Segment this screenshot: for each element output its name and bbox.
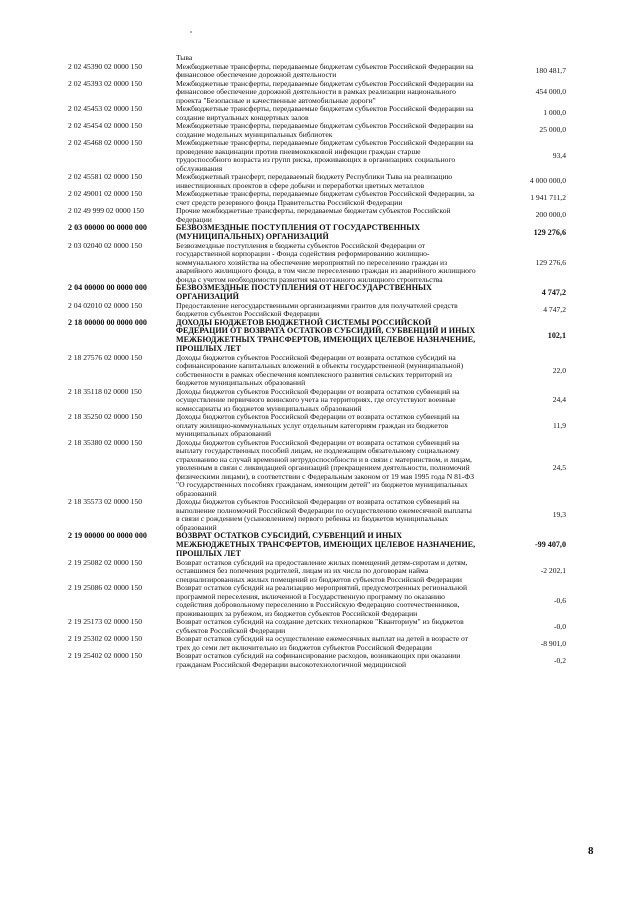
- code-cell: 2 18 35573 02 0000 150: [68, 497, 143, 507]
- table-row: [66, 559, 566, 585]
- amount-cell: 454 000,0: [535, 87, 566, 96]
- amount-cell: 93,4: [552, 150, 566, 160]
- amount-cell: 4 747,2: [541, 287, 566, 297]
- table-row: [66, 652, 566, 669]
- name-cell: Возврат остатков субсидий на софинансирование расходов, возникающих при оказании гражданам Российской Федерации высокотехнологичной медицинской: [176, 651, 461, 669]
- name-cell: Доходы бюджетов субъектов Российской Федерации от возврата остатков субвенций на выполнение полномочий Российской Федерации по осуществлению ежемесячной выплаты в связи с рождением (усыновлением) первого ребенка из бюджетов муниципальных образований: [176, 497, 472, 532]
- name-cell: Тыва: [176, 53, 193, 62]
- amount-cell: 4 000 000,0: [529, 176, 566, 186]
- code-cell: 2 19 25082 02 0000 150: [68, 557, 143, 567]
- revenue-table-body: [66, 54, 566, 669]
- name-cell: Доходы бюджетов субъектов Российской Федерации от возврата остатков субвенций на оплату жилищно-коммунальных услуг отдельным категориям граждан из бюджетов муниципальных образований: [176, 412, 460, 439]
- amount-cell: -0,6: [553, 596, 566, 606]
- table-row: [66, 105, 566, 122]
- name-cell: Безвозмездные поступления в бюджеты субъектов Российской Федерации от государственной корпорации - Фонда содействия реформированию жилищно-коммунального хозяйства на обеспечение мероприятий по переселению граждан из аварийного жилищного фонда, в том числе переселению граждан из аварийного жилищного фонда с учетом необходимости развития малоэтажного жилищного строительства: [176, 240, 476, 284]
- amount-cell: -0,0: [553, 621, 566, 631]
- code-cell: 2 03 00000 00 0000 000: [68, 223, 147, 232]
- code-cell: 2 19 00000 00 0000 000: [68, 531, 147, 541]
- amount-cell: [476, 54, 566, 63]
- code-cell: 2 19 25173 02 0000 150: [68, 617, 143, 627]
- code-cell: 2 02 45390 02 0000 150: [68, 61, 143, 71]
- amount-cell: 180 481,7: [535, 65, 566, 75]
- amount-cell: -0,2: [553, 655, 566, 665]
- name-cell: Доходы бюджетов субъектов Российской Федерации от возврата остатков субвенций на выплату государственных пособий лицам, не подлежащим обязательному социальному страхованию на случай временной нетрудоспособности и в связи с материнством, и лицам, уволенным в связи с ликвидацией организаций (прекращением деятельности, полномочий физическими лицами), в соответствии с Федеральным законом от 19 мая 1995 года N 81-ФЗ "О государственных пособиях гражданам, имеющим детей" из бюджетов муниципальных образований: [176, 437, 475, 498]
- code-cell: 2 02 49 999 02 0000 150: [68, 206, 144, 215]
- amount-cell: 22,0: [552, 365, 566, 375]
- name-cell: Межбюджетный трансферт, передаваемый бюджету Республики Тыва на реализацию инвестиционных проектов в сфере добычи и переработки цветных металлов: [176, 172, 453, 190]
- code-cell: 2 18 27576 02 0000 150: [68, 352, 143, 362]
- name-cell: Прочие межбюджетные трансферты, передаваемые бюджетам субъектов Российской Федерации: [176, 206, 451, 224]
- table-row: [66, 635, 566, 652]
- amount-cell: 25 000,0: [539, 125, 566, 135]
- table-row: [66, 122, 566, 139]
- name-cell: БЕЗВОЗМЕЗДНЫЕ ПОСТУПЛЕНИЯ ОТ ГОСУДАРСТВЕННЫХ (МУНИЦИПАЛЬНЫХ) ОРГАНИЗАЦИЙ: [176, 223, 421, 241]
- code-cell: 2 18 35118 02 0000 150: [68, 386, 142, 396]
- code-cell: 2 18 00000 00 0000 000: [68, 317, 147, 327]
- table-row: [66, 190, 566, 207]
- amount-cell: 129 276,6: [535, 257, 566, 267]
- table-row: [66, 354, 566, 388]
- code-cell: 2 02 45581 02 0000 150: [68, 172, 143, 181]
- code-cell: 2 02 49001 02 0000 150: [68, 189, 143, 198]
- table-row: [66, 319, 566, 354]
- table-row: [66, 498, 566, 532]
- amount-cell: -99 407,0: [534, 540, 566, 550]
- code-cell: 2 18 35250 02 0000 150: [68, 412, 143, 422]
- code-cell: 2 02 45468 02 0000 150: [68, 138, 143, 147]
- amount-cell: 1 941 711,2: [530, 193, 566, 203]
- table-row: [66, 388, 566, 414]
- scan-speck: [190, 31, 192, 33]
- table-row: [66, 618, 566, 635]
- amount-cell: 24,4: [552, 395, 566, 405]
- amount-cell: 1 000,0: [543, 108, 566, 118]
- table-row: [66, 224, 566, 242]
- amount-cell: -2 202,1: [540, 566, 566, 576]
- table-row: [66, 80, 566, 106]
- name-cell: Возврат остатков субсидий на создание детских технопарков "Кванториум" из бюджетов субъектов Российской Федерации: [176, 617, 464, 635]
- revenue-table: [66, 54, 566, 669]
- name-cell: ВОЗВРАТ ОСТАТКОВ СУБСИДИЙ, СУБВЕНЦИЙ И ИНЫХ МЕЖБЮДЖЕТНЫХ ТРАНСФЕРТОВ, ИМЕЮЩИХ ЦЕЛЕВОЕ НАЗНАЧЕНИЕ, ПРОШЛЫХ ЛЕТ: [176, 531, 476, 558]
- page-number: 8: [588, 845, 594, 857]
- name-cell: Возврат остатков субсидий на предоставление жилых помещений детям-сиротам и детям, оставшимся без попечения родителей, лицам из их числа по договорам найма специализированных жилых помещений из бюджетов субъектов Российской Федерации: [176, 557, 468, 584]
- amount-cell: 24,5: [552, 463, 566, 473]
- table-row: [66, 413, 566, 439]
- amount-cell: 19,3: [552, 510, 566, 520]
- name-cell: Межбюджетные трансферты, передаваемые бюджетам субъектов Российской Федерации на финансовое обеспечение дорожной деятельности: [176, 61, 474, 79]
- amount-cell: -8 901,0: [540, 638, 566, 648]
- table-row: [66, 302, 566, 319]
- name-cell: Межбюджетные трансферты, передаваемые бюджетам субъектов Российской Федерации, за счет средств резервного фонда Правительства Российской Федерации: [176, 189, 475, 207]
- table-row: [66, 63, 566, 80]
- code-cell: 2 19 25086 02 0000 150: [68, 583, 143, 593]
- table-row: [66, 173, 566, 190]
- code-cell: 2 02 45393 02 0000 150: [68, 78, 143, 88]
- name-cell: Возврат остатков субсидий на осуществление ежемесячных выплат на детей в возрасте от трех до семи лет включительно из бюджетов субъектов Российской Федерации: [176, 634, 469, 652]
- name-cell: Межбюджетные трансферты, передаваемые бюджетам субъектов Российской Федерации на создание модельных муниципальных библиотек: [176, 121, 474, 139]
- code-cell: 2 02 45454 02 0000 150: [68, 121, 143, 130]
- name-cell: БЕЗВОЗМЕЗДНЫЕ ПОСТУПЛЕНИЯ ОТ НЕГОСУДАРСТВЕННЫХ ОРГАНИЗАЦИЙ: [176, 283, 432, 301]
- name-cell: Доходы бюджетов субъектов Российской Федерации от возврата остатков субвенций на осуществление первичного воинского учета на территориях, где отсутствуют военные комиссариаты из бюджетов муниципальных образований: [176, 386, 460, 413]
- code-cell: 2 02 45453 02 0000 150: [68, 104, 143, 113]
- name-cell: Доходы бюджетов субъектов Российской Федерации от возврата остатков субсидий на софинансирование капитальных вложений в объекты государственной (муниципальной) собственности в рамках обеспечения комплексного развития сельских территорий из бюджетов муниципальных образований: [176, 352, 464, 388]
- code-cell: 2 04 02010 02 0000 150: [68, 300, 143, 310]
- name-cell: ДОХОДЫ БЮДЖЕТОВ БЮДЖЕТНОЙ СИСТЕМЫ РОССИЙСКОЙ ФЕДЕРАЦИИ ОТ ВОЗВРАТА ОСТАТКОВ СУБСИДИЙ, СУБВЕНЦИЙ И ИНЫХ МЕЖБЮДЖЕТНЫХ ТРАНСФЕРТОВ, ИМЕЮЩИХ ЦЕЛЕВОЕ НАЗНАЧЕНИЕ, ПРОШЛЫХ ЛЕТ: [176, 317, 476, 354]
- code-cell: 2 03 02040 02 0000 150: [68, 240, 143, 250]
- amount-cell: 200 000,0: [535, 210, 566, 220]
- name-cell: Предоставление негосударственными организациями грантов для получателей средств бюджетов субъектов Российской Федерации: [176, 300, 458, 319]
- table-row: [66, 207, 566, 224]
- name-cell: Межбюджетные трансферты, передаваемые бюджетам субъектов Российской Федерации на проведение вакцинации против пневмококковой инфекции граждан старше трудоспособного возраста из групп риска, проживающих в организациях социального обслуживания: [176, 138, 474, 173]
- table-row: [66, 532, 566, 558]
- amount-cell: 4 747,2: [543, 304, 566, 314]
- code-cell: 2 18 35380 02 0000 150: [68, 437, 143, 447]
- name-cell: Межбюджетные трансферты, передаваемые бюджетам субъектов Российской Федерации на финансовое обеспечение дорожной деятельности в рамках реализации национального проекта "Безопасные и качественные автомобильные дороги": [176, 78, 474, 105]
- code-cell: 2 19 25302 02 0000 150: [68, 634, 143, 644]
- name-cell: Межбюджетные трансферты, передаваемые бюджетам субъектов Российской Федерации на создание виртуальных концертных залов: [176, 104, 474, 122]
- amount-cell: 11,9: [552, 420, 566, 430]
- table-row: [66, 139, 566, 173]
- code-cell: 2 19 25402 02 0000 150: [68, 651, 143, 661]
- table-row: [66, 584, 566, 618]
- code-cell: 2 04 00000 00 0000 000: [68, 283, 147, 293]
- table-row: [66, 439, 566, 499]
- amount-cell: 102,1: [547, 331, 566, 341]
- table-row: [66, 284, 566, 302]
- name-cell: Возврат остатков субсидий на реализацию мероприятий, предусмотренных региональной программой переселения, включенной в Государственную программу по оказанию содействия добровольному переселению в Российскую Федерацию соотечественников, проживающих за рубежом, из бюджетов субъектов Российской Федерации: [176, 583, 468, 618]
- amount-cell: 129 276,6: [533, 227, 566, 237]
- table-row: [66, 242, 566, 285]
